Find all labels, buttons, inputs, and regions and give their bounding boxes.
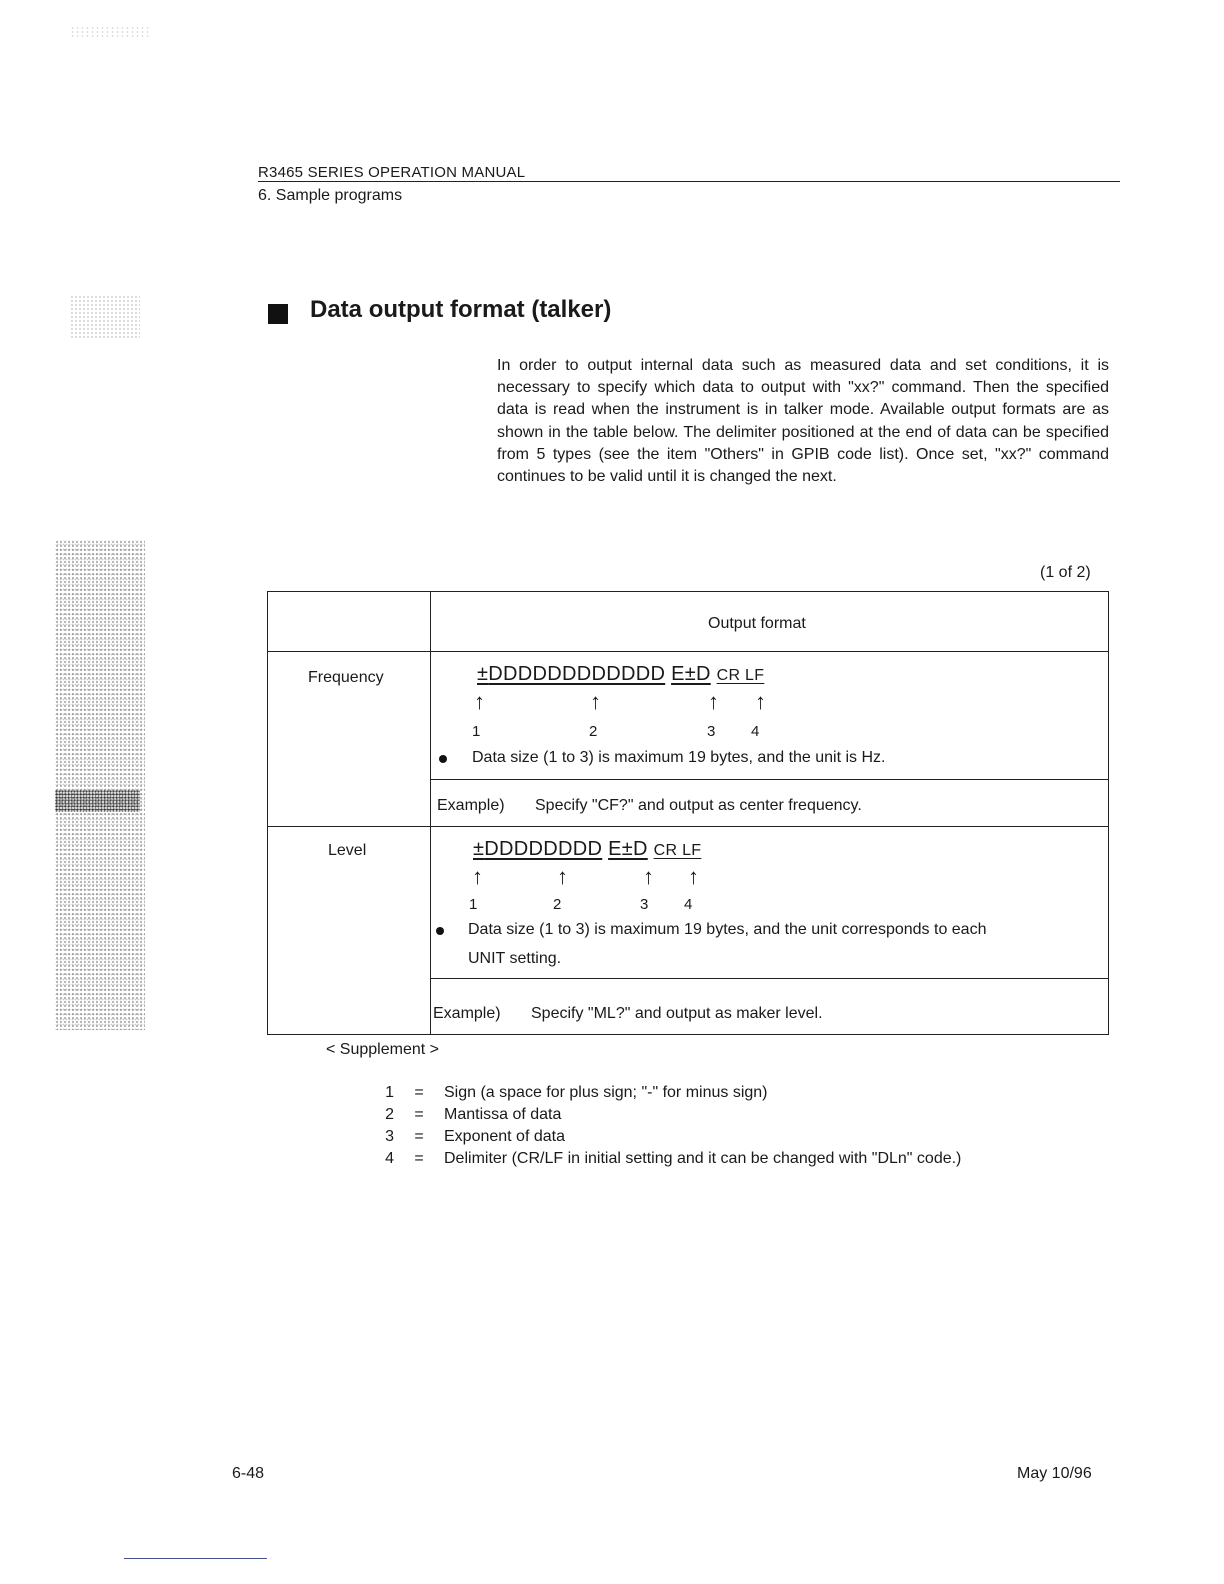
format-exponent: E±D	[671, 663, 711, 685]
page-number: 6-48	[232, 1465, 265, 1482]
section-bullet-icon	[268, 304, 288, 324]
example-label: Example)	[433, 1005, 501, 1022]
marker-4: 4	[684, 896, 693, 913]
marker-4: 4	[751, 723, 760, 740]
supplement-heading: < Supplement >	[326, 1041, 439, 1058]
supplement-text: Exponent of data	[444, 1128, 565, 1145]
table-rule	[430, 978, 1109, 979]
level-example: Specify "ML?" and output as maker level.	[531, 1005, 823, 1022]
frequency-example: Specify "CF?" and output as center frequency.	[535, 797, 862, 814]
table-header-output-format: Output format	[708, 615, 806, 632]
up-arrow-icon: ↑	[472, 864, 483, 889]
intro-paragraph: In order to output internal data such as measured data and set conditions, it is necessary to specify which data to output with "xx?" command. Then the specified data is read when the instrument is in talker mode. Available output formats are as shown in the table below. The delimiter positioned at the end of data can be specified from 5 types (see the item "Others" in GPIB code list). Once set, "xx?" command continues to be valid until it is changed the next.	[497, 357, 1109, 486]
supplement-text: Sign (a space for plus sign; "-" for minus sign)	[444, 1084, 768, 1101]
format-sign: ±	[477, 663, 489, 685]
up-arrow-icon: ↑	[643, 864, 654, 889]
up-arrow-icon: ↑	[474, 689, 485, 714]
supplement-number: 4	[385, 1150, 394, 1167]
revision-date: May 10/96	[1017, 1465, 1092, 1482]
marker-1: 1	[469, 896, 478, 913]
marker-2: 2	[553, 896, 562, 913]
bullet-icon	[436, 927, 444, 935]
marker-2: 2	[589, 723, 598, 740]
supplement-text: Delimiter (CR/LF in initial setting and it can be changed with "DLn" code.)	[444, 1150, 962, 1167]
level-note-line2: UNIT setting.	[468, 950, 562, 967]
table-rule	[430, 779, 1109, 780]
supplement-equals: =	[414, 1106, 424, 1123]
scan-artifact	[70, 295, 140, 340]
marker-3: 3	[707, 723, 716, 740]
row-label-frequency: Frequency	[308, 669, 384, 686]
marker-1: 1	[472, 723, 481, 740]
row-label-level: Level	[328, 842, 367, 859]
supplement-item	[374, 1106, 561, 1124]
up-arrow-icon: ↑	[755, 689, 766, 714]
level-note-line1: Data size (1 to 3) is maximum 19 bytes, and the unit corresponds to each	[468, 921, 987, 938]
supplement-item	[374, 1084, 768, 1102]
frequency-format	[477, 663, 764, 686]
supplement-text: Mantissa of data	[444, 1106, 562, 1123]
header-rule	[258, 181, 1120, 182]
up-arrow-icon: ↑	[708, 689, 719, 714]
supplement-equals: =	[414, 1084, 424, 1101]
marker-3: 3	[640, 896, 649, 913]
format-mantissa: DDDDDDDDDDDD	[488, 663, 666, 685]
table-header-rule	[267, 651, 1109, 652]
bullet-icon	[439, 755, 447, 763]
table-page-indicator: (1 of 2)	[1040, 564, 1091, 581]
table-row-rule	[267, 826, 1109, 827]
up-arrow-icon: ↑	[557, 864, 568, 889]
supplement-number: 3	[385, 1128, 394, 1145]
supplement-equals: =	[414, 1150, 424, 1167]
scan-artifact	[70, 26, 150, 38]
scan-artifact	[55, 540, 145, 1030]
format-delimiter: CR LF	[716, 667, 765, 684]
up-arrow-icon: ↑	[590, 689, 601, 714]
format-delimiter: CR LF	[653, 842, 702, 859]
format-sign: ±	[473, 838, 485, 860]
supplement-number: 2	[385, 1106, 394, 1123]
supplement-item	[374, 1150, 961, 1168]
up-arrow-icon: ↑	[688, 864, 699, 889]
manual-title: R3465 SERIES OPERATION MANUAL	[258, 164, 526, 181]
bottom-link-rule	[124, 1558, 267, 1559]
supplement-number: 1	[385, 1084, 394, 1101]
chapter-title: 6. Sample programs	[258, 187, 403, 204]
frequency-note: Data size (1 to 3) is maximum 19 bytes, and the unit is Hz.	[472, 749, 886, 766]
supplement-item	[374, 1128, 565, 1146]
format-mantissa: DDDDDDDD	[484, 838, 603, 860]
section-title: Data output format (talker)	[310, 296, 612, 323]
table-column-divider	[430, 591, 431, 1035]
example-label: Example)	[437, 797, 505, 814]
format-exponent: E±D	[608, 838, 648, 860]
scan-artifact	[55, 790, 140, 812]
level-format	[473, 838, 701, 861]
supplement-equals: =	[414, 1128, 424, 1145]
